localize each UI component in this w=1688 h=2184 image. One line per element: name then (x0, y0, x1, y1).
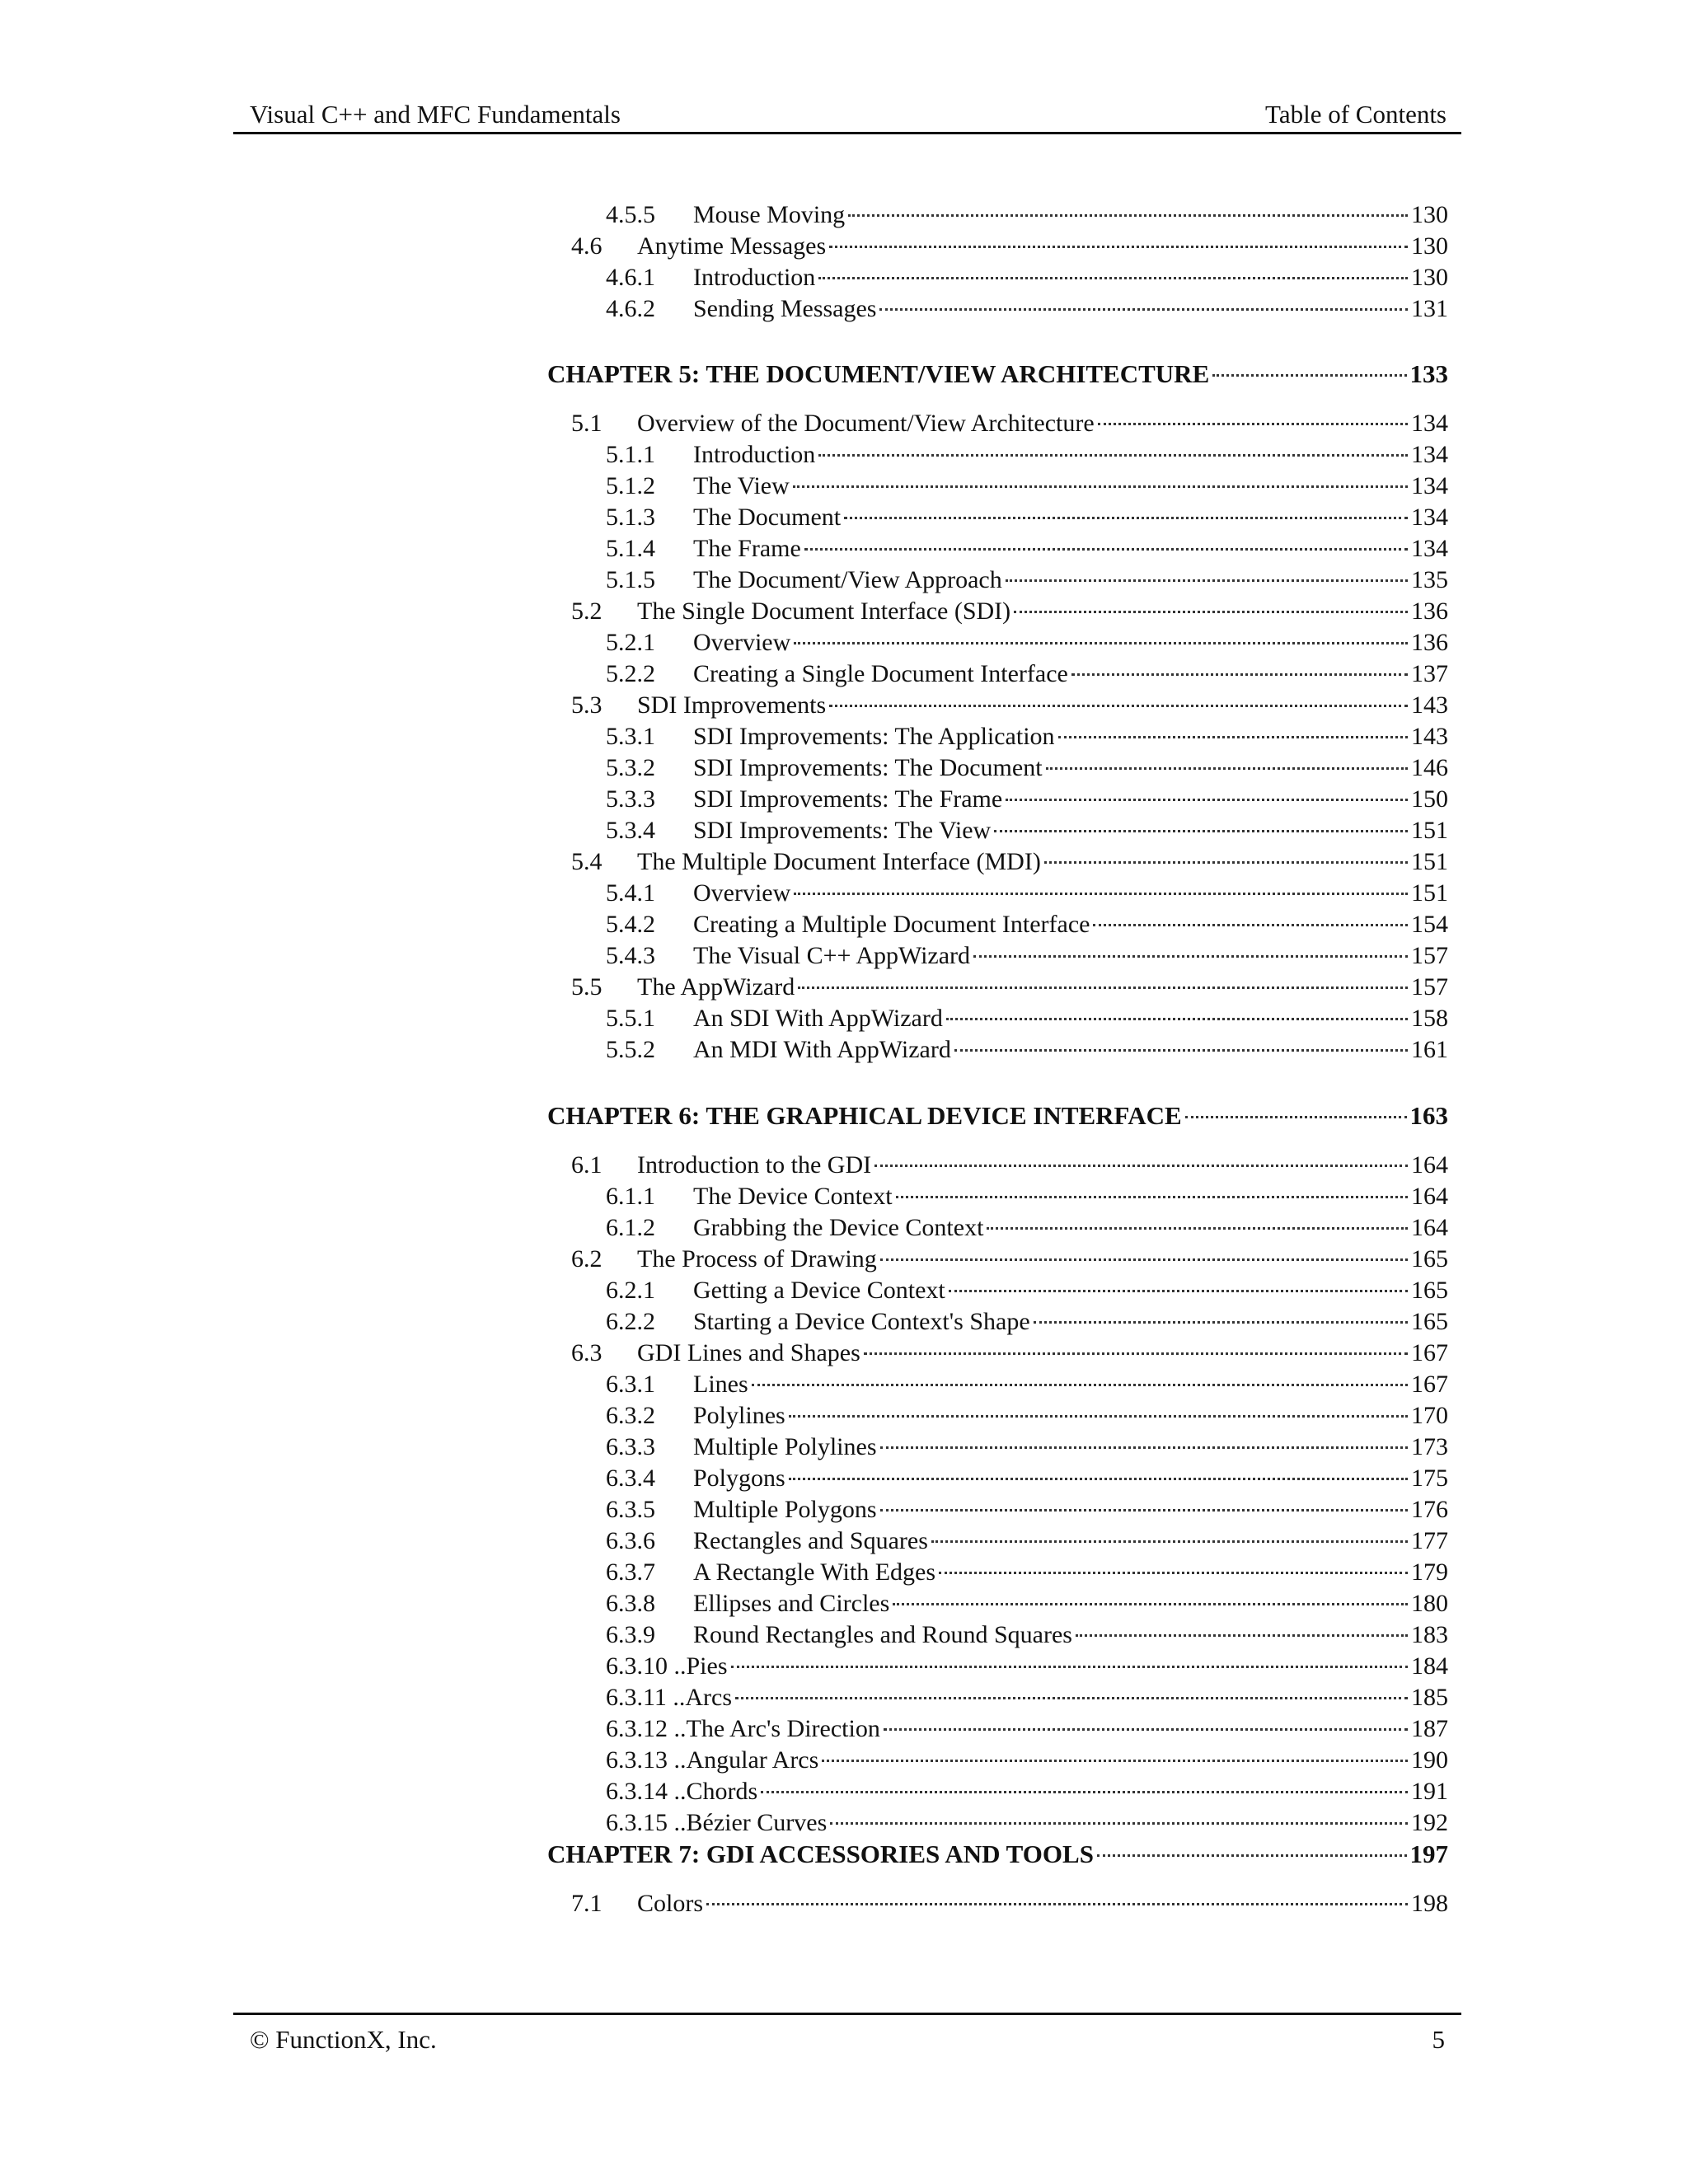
toc-section-title: The AppWizard (637, 973, 795, 1001)
toc-section-title: Bézier Curves (686, 1809, 828, 1836)
toc-entry[interactable] (606, 940, 1448, 972)
toc-section-title: Anytime Messages (637, 232, 827, 260)
toc-page-number: 191 (1411, 1778, 1448, 1805)
toc-page-number: 165 (1411, 1277, 1448, 1304)
dot-leader (818, 453, 1408, 457)
dot-leader (874, 1164, 1408, 1167)
toc-chapter-title: CHAPTER 6: THE GRAPHICAL DEVICE INTERFACE (547, 1101, 1182, 1130)
toc-entry[interactable] (606, 199, 1448, 231)
toc-entry[interactable] (606, 1682, 1448, 1713)
toc-section-title: An SDI With AppWizard (693, 1005, 943, 1032)
toc-section-title: SDI Improvements (637, 691, 827, 719)
toc-page-number: 134 (1411, 472, 1448, 499)
toc-section-number: 5.1.2 (606, 472, 655, 499)
toc-entry[interactable] (606, 878, 1448, 909)
toc-page-number: 136 (1411, 629, 1448, 656)
toc-entry[interactable] (606, 1557, 1448, 1588)
toc-section-title: Introduction to the GDI (637, 1151, 872, 1179)
toc-entry[interactable] (606, 1619, 1448, 1651)
toc-entry[interactable] (606, 1034, 1448, 1066)
toc-section-number: 6.3.15 .. (606, 1809, 687, 1836)
toc-entry[interactable] (571, 231, 1448, 262)
toc-page-number: 136 (1411, 598, 1448, 625)
toc-entry[interactable] (606, 909, 1448, 940)
dot-leader (879, 307, 1408, 311)
toc-section-number: 5.4.3 (606, 942, 655, 969)
toc-section-number: 5.2.1 (606, 629, 655, 656)
toc-section-number: 5.1 (571, 410, 603, 437)
toc-entry[interactable] (606, 1432, 1448, 1463)
dot-leader (822, 1759, 1408, 1762)
toc-entry[interactable] (606, 1181, 1448, 1212)
dot-leader (939, 1571, 1408, 1574)
dot-leader (987, 1226, 1408, 1230)
toc-page-number: 134 (1411, 410, 1448, 437)
toc-section-number: 6.3.2 (606, 1402, 655, 1429)
toc-section-number: 6.2 (571, 1245, 603, 1272)
toc-page-number: 197 (1409, 1840, 1448, 1868)
toc-section-number: 6.3.3 (606, 1433, 655, 1460)
dot-leader (804, 547, 1408, 551)
toc-section-title: Pies (686, 1652, 728, 1680)
dot-leader (864, 1352, 1408, 1355)
dot-leader (761, 1790, 1408, 1793)
toc-entry[interactable] (571, 1150, 1448, 1181)
toc-section-number: 6.3.6 (606, 1527, 655, 1554)
toc-section-title: Rectangles and Squares (693, 1527, 928, 1554)
dot-leader (896, 1195, 1408, 1198)
toc-section-title: The Document/View Approach (693, 566, 1002, 593)
toc-page-number: 130 (1411, 264, 1448, 291)
dot-leader (1006, 798, 1408, 801)
toc-section-title: Getting a Device Context (693, 1277, 945, 1304)
toc-entry[interactable] (606, 658, 1448, 690)
dot-leader (931, 1540, 1408, 1543)
dot-leader (731, 1665, 1408, 1668)
toc-entry[interactable] (606, 1400, 1448, 1432)
toc-section-title: Sending Messages (693, 295, 877, 322)
toc-page-number: 183 (1411, 1621, 1448, 1648)
toc-page-number: 184 (1411, 1652, 1448, 1680)
toc-entry[interactable] (606, 533, 1448, 565)
dot-leader (884, 1727, 1408, 1731)
toc-page-number: 143 (1411, 723, 1448, 750)
toc-section-number: 6.3 (571, 1339, 603, 1366)
toc-section-title: Overview (693, 879, 791, 907)
toc-entry[interactable] (571, 596, 1448, 627)
toc-section-number: 5.2 (571, 598, 603, 625)
toc-entry[interactable] (606, 262, 1448, 293)
toc-section-title: Arcs (685, 1684, 733, 1711)
toc-section-number: 5.3.2 (606, 754, 655, 781)
toc-section-title: Polygons (693, 1465, 785, 1492)
toc-entry[interactable] (606, 502, 1448, 533)
toc-entry[interactable] (606, 721, 1448, 752)
dot-leader (994, 829, 1408, 832)
toc-section-number: 6.1 (571, 1151, 603, 1179)
toc-section-title: The View (693, 472, 790, 499)
toc-section-number: 6.3.10 .. (606, 1652, 687, 1680)
toc-page-number: 130 (1411, 232, 1448, 260)
toc-entry[interactable] (606, 1651, 1448, 1682)
toc-section-number: 5.5.1 (606, 1005, 655, 1032)
toc-section-number: 5.2.2 (606, 660, 655, 687)
toc-section-title: SDI Improvements: The Application (693, 723, 1055, 750)
toc-section-title: Ellipses and Circles (693, 1590, 890, 1617)
dot-leader (818, 276, 1408, 279)
toc-entry[interactable] (606, 471, 1448, 502)
toc-page-number: 198 (1411, 1890, 1448, 1917)
toc-entry[interactable] (606, 1275, 1448, 1306)
toc-section-number: 6.3.7 (606, 1558, 655, 1586)
toc-page-number: 179 (1411, 1558, 1448, 1586)
dot-leader (793, 485, 1408, 488)
dot-leader (1071, 673, 1408, 676)
toc-entry[interactable] (606, 1463, 1448, 1494)
toc-section-number: 6.3.1 (606, 1371, 655, 1398)
dot-leader (844, 516, 1408, 519)
toc-section-title: GDI Lines and Shapes (637, 1339, 860, 1366)
toc-page-number: 134 (1411, 504, 1448, 531)
toc-section-title: SDI Improvements: The View (693, 817, 992, 844)
toc-section-title: Creating a Single Document Interface (693, 660, 1068, 687)
toc-section-title: A Rectangle With Edges (693, 1558, 936, 1586)
toc-section-number: 5.3.3 (606, 785, 655, 813)
toc-entry[interactable] (606, 1369, 1448, 1400)
toc-page-number: 146 (1411, 754, 1448, 781)
toc-page-number: 180 (1411, 1590, 1448, 1617)
copyright-notice: © FunctionX, Inc. (250, 2025, 437, 2054)
dot-leader (1046, 766, 1408, 770)
toc-section-title: Grabbing the Device Context (693, 1214, 984, 1241)
toc-section-number: 5.3.4 (606, 817, 655, 844)
toc-page-number: 176 (1411, 1496, 1448, 1523)
dot-leader (1185, 1115, 1407, 1118)
toc-section-title: The Device Context (693, 1183, 893, 1210)
toc-section-number: 5.3 (571, 691, 603, 719)
toc-section-title: Introduction (693, 264, 816, 291)
dot-leader (1212, 373, 1406, 377)
toc-entry[interactable] (606, 1745, 1448, 1776)
toc-entry[interactable] (606, 1494, 1448, 1526)
toc-entry[interactable] (606, 784, 1448, 815)
toc-section-number: 6.3.9 (606, 1621, 655, 1648)
dot-leader (1097, 1854, 1407, 1857)
toc-entry[interactable] (606, 1713, 1448, 1745)
toc-section-title: Introduction (693, 441, 816, 468)
toc-page-number: 130 (1411, 201, 1448, 228)
dot-leader (1006, 579, 1408, 582)
toc-page-number: 151 (1411, 817, 1448, 844)
toc-section-title: Round Rectangles and Round Squares (693, 1621, 1072, 1648)
toc-section-number: 6.3.13 .. (606, 1746, 687, 1774)
dot-leader (798, 986, 1408, 989)
toc-entry[interactable] (606, 1807, 1448, 1839)
dot-leader (946, 1017, 1408, 1020)
toc-page-number: 163 (1409, 1101, 1448, 1130)
toc-entry[interactable] (606, 627, 1448, 658)
toc-section-title: The Multiple Document Interface (MDI) (637, 848, 1041, 875)
toc-entry[interactable] (606, 1776, 1448, 1807)
toc-page-number: 170 (1411, 1402, 1448, 1429)
toc-section-title: The Arc's Direction (686, 1715, 880, 1742)
toc-entry[interactable] (606, 1588, 1448, 1619)
toc-section-number: 5.1.1 (606, 441, 655, 468)
toc-chapter-title: CHAPTER 5: THE DOCUMENT/VIEW ARCHITECTURE (547, 359, 1210, 388)
toc-page-number: 165 (1411, 1308, 1448, 1335)
dot-leader (893, 1602, 1408, 1605)
toc-page-number: 158 (1411, 1005, 1448, 1032)
toc-section-number: 6.3.5 (606, 1496, 655, 1523)
dot-leader (1034, 1320, 1408, 1324)
dot-leader (880, 1508, 1408, 1511)
dot-leader (1093, 923, 1408, 926)
dot-leader (848, 213, 1408, 217)
toc-section-title: Lines (693, 1371, 748, 1398)
toc-section-number: 5.1.3 (606, 504, 655, 531)
toc-page-number: 143 (1411, 691, 1448, 719)
dot-leader (880, 1258, 1408, 1261)
toc-section-title: The Single Document Interface (SDI) (637, 598, 1011, 625)
dot-leader (1058, 735, 1408, 738)
dot-leader (1014, 610, 1408, 613)
toc-entry[interactable] (606, 293, 1448, 325)
toc-page-number: 164 (1411, 1151, 1448, 1179)
dot-leader (880, 1446, 1408, 1449)
toc-entry[interactable] (571, 846, 1448, 878)
toc-section-number: 6.3.4 (606, 1465, 655, 1492)
book-title: Visual C++ and MFC Fundamentals (250, 100, 621, 129)
dot-leader (789, 1477, 1408, 1480)
dot-leader (735, 1696, 1408, 1699)
toc-page-number: 190 (1411, 1746, 1448, 1774)
toc-section-title: An MDI With AppWizard (693, 1036, 951, 1063)
toc-page-number: 134 (1411, 535, 1448, 562)
toc-entry[interactable] (606, 1306, 1448, 1338)
toc-section-number: 5.4.1 (606, 879, 655, 907)
toc-section-title: SDI Improvements: The Frame (693, 785, 1003, 813)
toc-section-title: Creating a Multiple Document Interface (693, 911, 1090, 938)
toc-page-number: 164 (1411, 1214, 1448, 1241)
toc-entry[interactable] (571, 972, 1448, 1003)
toc-page-number: 150 (1411, 785, 1448, 813)
toc-page-number: 131 (1411, 295, 1448, 322)
page-number: 5 (1432, 2025, 1445, 2054)
toc-section-number: 6.1.1 (606, 1183, 655, 1210)
page-footer (233, 2013, 1461, 2054)
toc-page-number: 135 (1411, 566, 1448, 593)
toc-section-title: Mouse Moving (693, 201, 846, 228)
dot-leader (829, 245, 1408, 248)
toc-section-title: Multiple Polylines (693, 1433, 877, 1460)
toc-section-number: 6.3.14 .. (606, 1778, 687, 1805)
toc-section-title: Overview of the Document/View Architecture (637, 410, 1095, 437)
toc-section-number: 5.1.5 (606, 566, 655, 593)
toc-entry[interactable] (571, 690, 1448, 721)
dot-leader (752, 1383, 1408, 1386)
toc-page-number: 157 (1411, 942, 1448, 969)
toc-page-number: 185 (1411, 1684, 1448, 1711)
toc-page-number: 134 (1411, 441, 1448, 468)
toc-section-number: 5.5.2 (606, 1036, 655, 1063)
toc-chapter-entry[interactable] (547, 1839, 1448, 1870)
toc-section-number: 4.6.1 (606, 264, 655, 291)
toc-page-number: 175 (1411, 1465, 1448, 1492)
toc-page-number: 167 (1411, 1371, 1448, 1398)
toc-section-title: Angular Arcs (686, 1746, 819, 1774)
toc-page-number: 173 (1411, 1433, 1448, 1460)
toc-section-number: 6.3.12 .. (606, 1715, 687, 1742)
toc-page-number: 167 (1411, 1339, 1448, 1366)
toc-section-number: 4.6.2 (606, 295, 655, 322)
toc-page-number: 137 (1411, 660, 1448, 687)
toc-section-title: Chords (686, 1778, 758, 1805)
toc-section-number: 6.2.2 (606, 1308, 655, 1335)
toc-entry[interactable] (571, 1244, 1448, 1275)
toc-entry[interactable] (571, 1888, 1448, 1919)
toc-section-number: 7.1 (571, 1890, 603, 1917)
toc-page-number: 187 (1411, 1715, 1448, 1742)
toc-section-number: 4.6 (571, 232, 603, 260)
dot-leader (1076, 1633, 1408, 1637)
toc-entry[interactable] (606, 1526, 1448, 1557)
toc-section-number: 4.5.5 (606, 201, 655, 228)
dot-leader (949, 1289, 1408, 1292)
toc-page-number: 161 (1411, 1036, 1448, 1063)
toc-section-number: 5.1.4 (606, 535, 655, 562)
toc-entry[interactable] (606, 815, 1448, 846)
dot-leader (973, 954, 1408, 958)
toc-page-number: 192 (1411, 1809, 1448, 1836)
toc-entry[interactable] (606, 1003, 1448, 1034)
dot-leader (954, 1048, 1408, 1052)
toc-page-number: 157 (1411, 973, 1448, 1001)
dot-leader (706, 1902, 1408, 1905)
toc-section-title: The Document (693, 504, 842, 531)
toc-section-title: SDI Improvements: The Document (693, 754, 1043, 781)
toc-page-number: 177 (1411, 1527, 1448, 1554)
toc-section-number: 5.3.1 (606, 723, 655, 750)
toc-section-title: Colors (637, 1890, 704, 1917)
toc-page-number: 151 (1411, 848, 1448, 875)
toc-chapter-title: CHAPTER 7: GDI ACCESSORIES AND TOOLS (547, 1840, 1094, 1868)
toc-section-number: 6.3.8 (606, 1590, 655, 1617)
toc-entry[interactable] (606, 752, 1448, 784)
dot-leader (794, 641, 1408, 644)
dot-leader (829, 704, 1408, 707)
toc-entry[interactable] (571, 1338, 1448, 1369)
toc-section-number: 6.1.2 (606, 1214, 655, 1241)
toc-chapter-entry[interactable] (547, 1100, 1448, 1132)
dot-leader (794, 892, 1408, 895)
dot-leader (1044, 860, 1408, 864)
dot-leader (1098, 422, 1408, 425)
toc-page-number: 151 (1411, 879, 1448, 907)
toc-section-number: 5.4.2 (606, 911, 655, 938)
toc-section-title: The Frame (693, 535, 801, 562)
dot-leader (830, 1821, 1408, 1825)
toc-page-number: 133 (1409, 359, 1448, 388)
toc-section-title: The Process of Drawing (637, 1245, 877, 1272)
toc-section-number: 5.4 (571, 848, 603, 875)
toc-chapter-entry[interactable] (547, 359, 1448, 390)
toc-page-number: 165 (1411, 1245, 1448, 1272)
toc-page-number: 154 (1411, 911, 1448, 938)
toc-entry[interactable] (606, 565, 1448, 596)
toc-section-title: Polylines (693, 1402, 785, 1429)
toc-entry[interactable] (606, 1212, 1448, 1244)
toc-entry[interactable] (606, 439, 1448, 471)
toc-section-title: Multiple Polygons (693, 1496, 877, 1523)
toc-section-number: 6.2.1 (606, 1277, 655, 1304)
section-title: Table of Contents (1265, 100, 1447, 129)
dot-leader (789, 1414, 1408, 1418)
toc-section-title: Overview (693, 629, 791, 656)
toc-section-title: Starting a Device Context's Shape (693, 1308, 1030, 1335)
toc-page-number: 164 (1411, 1183, 1448, 1210)
toc-entry[interactable] (571, 408, 1448, 439)
toc-section-title: The Visual C++ AppWizard (693, 942, 971, 969)
toc-section-number: 5.5 (571, 973, 603, 1001)
toc-section-number: 6.3.11 .. (606, 1684, 686, 1711)
